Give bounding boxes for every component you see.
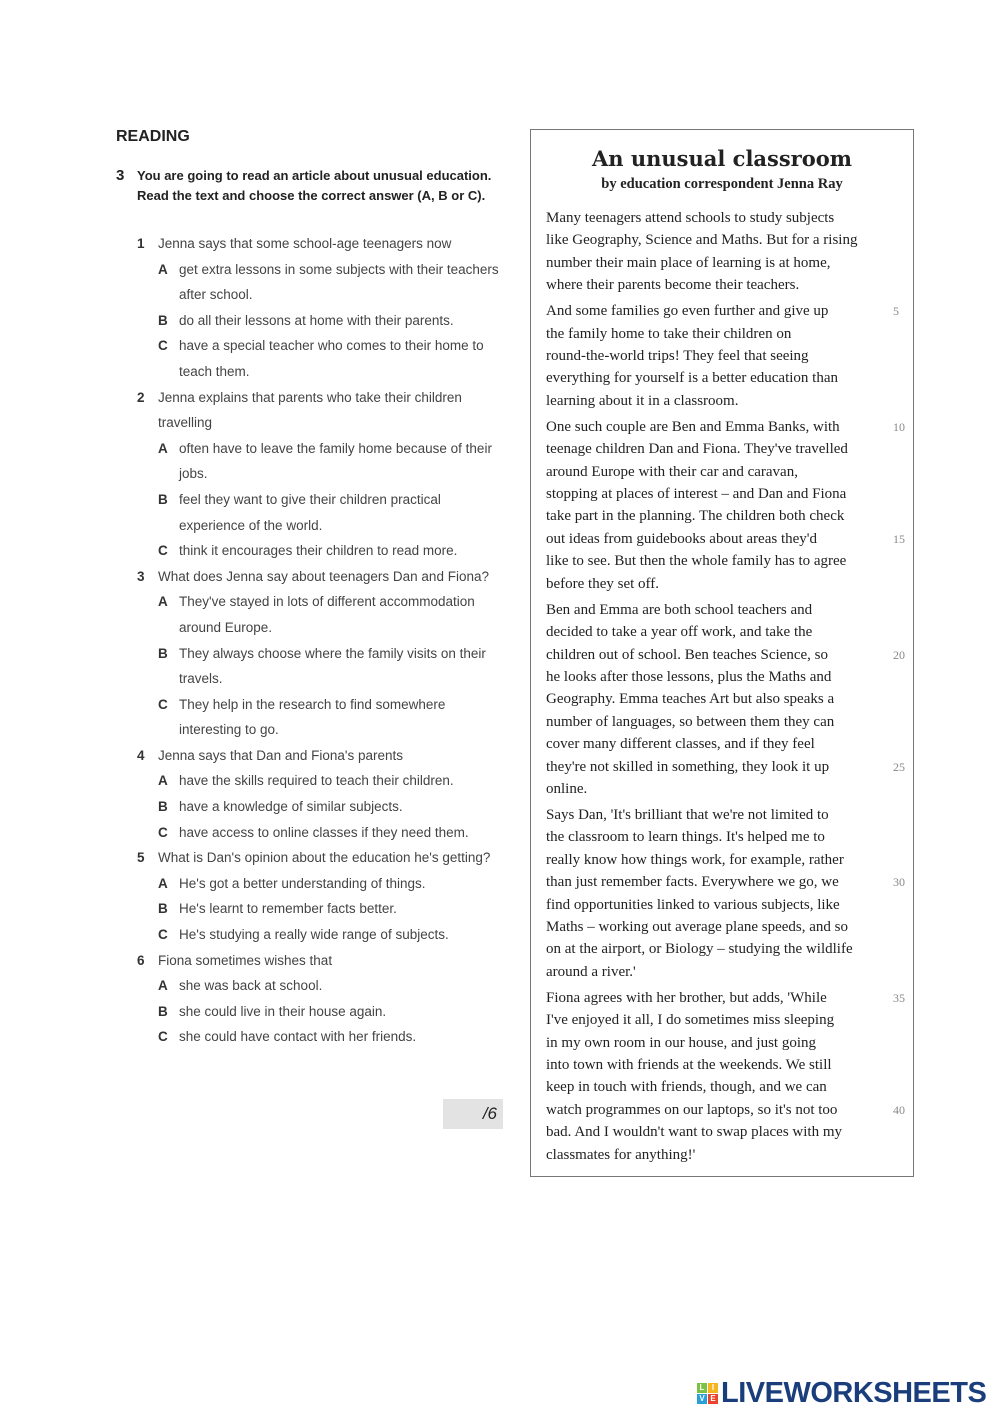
question-item bbox=[137, 743, 507, 845]
line-text: cover many different classes, and if they feel bbox=[546, 736, 815, 753]
line-text: he looks after those lessons, plus the Maths and bbox=[546, 668, 832, 685]
option-letter: C bbox=[158, 824, 168, 840]
article-paragraph bbox=[546, 987, 906, 1166]
article-paragraph bbox=[546, 207, 906, 297]
question-item bbox=[137, 564, 507, 743]
answer-option[interactable] bbox=[158, 257, 507, 308]
article-line bbox=[546, 528, 906, 550]
line-text: classmates for anything!' bbox=[546, 1146, 696, 1163]
option-letter: B bbox=[158, 645, 168, 661]
article-line bbox=[546, 987, 906, 1009]
option-text: often have to leave the family home because of their jobs. bbox=[179, 440, 492, 482]
option-letter: B bbox=[158, 491, 168, 507]
option-letter: A bbox=[158, 978, 168, 994]
question-item bbox=[137, 385, 507, 564]
article-line bbox=[546, 438, 906, 460]
question-item bbox=[137, 948, 507, 1050]
line-text: than just remember facts. Everywhere we go, we bbox=[546, 874, 839, 891]
option-text: have a special teacher who comes to their home to teach them. bbox=[179, 338, 484, 379]
task-number: 3 bbox=[116, 167, 125, 184]
line-text: teenage children Dan and Fiona. They've travelled bbox=[546, 441, 848, 458]
answer-option[interactable] bbox=[158, 820, 507, 846]
answer-option[interactable] bbox=[158, 333, 507, 384]
article-line bbox=[546, 688, 906, 710]
question-text: Jenna says that some school-age teenagers now bbox=[158, 236, 452, 251]
logo-cube-tile: E bbox=[708, 1394, 718, 1404]
answer-option[interactable] bbox=[158, 871, 507, 897]
line-text: out ideas from guidebooks about areas they'd bbox=[546, 530, 817, 547]
section-heading: READING bbox=[116, 128, 190, 145]
option-text: do all their lessons at home with their parents. bbox=[179, 312, 454, 328]
article-line bbox=[546, 274, 906, 296]
question-item bbox=[137, 845, 507, 947]
article-line bbox=[546, 550, 906, 572]
line-text: like to see. But then the whole family has to agree bbox=[546, 553, 847, 570]
line-text: number of languages, so between them they can bbox=[546, 713, 835, 730]
line-number: 10 bbox=[893, 419, 905, 434]
option-letter: A bbox=[158, 594, 168, 610]
option-letter: C bbox=[158, 543, 168, 559]
answer-option[interactable] bbox=[158, 896, 507, 922]
option-letter: C bbox=[158, 338, 168, 354]
line-number: 5 bbox=[893, 304, 899, 319]
article-line bbox=[546, 229, 906, 251]
article-line bbox=[546, 1099, 906, 1121]
article-byline: by education correspondent Jenna Ray bbox=[601, 176, 843, 192]
answer-option[interactable] bbox=[158, 589, 507, 640]
article-line bbox=[546, 483, 906, 505]
answer-option[interactable] bbox=[158, 538, 507, 564]
article-line bbox=[546, 894, 906, 916]
question-text: What does Jenna say about teenagers Dan and Fiona? bbox=[158, 568, 489, 584]
line-text: keep in touch with friends, though, and we can bbox=[546, 1079, 827, 1096]
article-line bbox=[546, 573, 906, 595]
answer-option[interactable] bbox=[158, 999, 507, 1025]
article-line bbox=[546, 778, 906, 800]
answer-option[interactable] bbox=[158, 436, 507, 487]
line-text: learning about it in a classroom. bbox=[546, 392, 739, 409]
answer-option[interactable] bbox=[158, 794, 507, 820]
article-line bbox=[546, 416, 906, 438]
line-text: bad. And I wouldn't want to swap places with my bbox=[546, 1124, 842, 1141]
option-text: have a knowledge of similar subjects. bbox=[179, 799, 403, 815]
line-number: 35 bbox=[893, 990, 905, 1005]
option-text: They help in the research to find somewhere interesting to go. bbox=[179, 696, 446, 738]
option-text: get extra lessons in some subjects with their teachers after school. bbox=[179, 261, 499, 303]
line-text: children out of school. Ben teaches Science, so bbox=[546, 646, 828, 663]
line-text: One such couple are Ben and Emma Banks, with bbox=[546, 418, 840, 435]
question-number: 5 bbox=[137, 850, 145, 866]
answer-option[interactable] bbox=[158, 308, 507, 334]
option-letter: A bbox=[158, 261, 168, 277]
article-paragraph bbox=[546, 416, 906, 595]
line-text: Ben and Emma are both school teachers and bbox=[546, 601, 813, 618]
line-number: 40 bbox=[893, 1102, 905, 1117]
article-line bbox=[546, 323, 906, 345]
option-text: have the skills required to teach their children. bbox=[179, 773, 454, 789]
line-text: around a river.' bbox=[546, 963, 636, 980]
line-text: everything for yourself is a better education than bbox=[546, 370, 838, 387]
line-text: really know how things work, for example, rather bbox=[546, 851, 844, 868]
question-item bbox=[137, 231, 507, 385]
article-line bbox=[546, 1076, 906, 1098]
article-line bbox=[546, 207, 906, 229]
option-text: she was back at school. bbox=[179, 978, 323, 994]
article-line bbox=[546, 826, 906, 848]
line-text: Says Dan, 'It's brilliant that we're not limited to bbox=[546, 806, 829, 823]
article-line bbox=[546, 711, 906, 733]
article-line bbox=[546, 1009, 906, 1031]
line-text: Geography. Emma teaches Art but also speaks a bbox=[546, 691, 835, 708]
article-line bbox=[546, 849, 906, 871]
answer-option[interactable] bbox=[158, 768, 507, 794]
logo-cube-icon bbox=[697, 1383, 718, 1404]
logo-cube-tile: I bbox=[708, 1383, 718, 1393]
line-text: they're not skilled in something, they look it up bbox=[546, 758, 830, 775]
question-list bbox=[137, 231, 507, 1050]
article-line bbox=[546, 367, 906, 389]
line-text: number their main place of learning is at home, bbox=[546, 254, 831, 271]
line-text: find opportunities linked to various subjects, like bbox=[546, 896, 840, 913]
option-letter: C bbox=[158, 927, 168, 943]
question-number: 4 bbox=[137, 747, 145, 763]
article-line bbox=[546, 252, 906, 274]
line-text: Maths – working out average plane speeds, and so bbox=[546, 918, 849, 935]
article-line bbox=[546, 938, 906, 960]
line-text: where their parents become their teachers. bbox=[546, 277, 800, 294]
line-text: Many teenagers attend schools to study subjects bbox=[546, 210, 835, 226]
option-letter: C bbox=[158, 1029, 168, 1045]
article-line bbox=[546, 505, 906, 527]
article-title: An unusual classroom bbox=[592, 146, 852, 171]
option-letter: B bbox=[158, 799, 168, 815]
question-text: Jenna says that Dan and Fiona's parents bbox=[158, 747, 403, 763]
option-text: have access to online classes if they need them. bbox=[179, 824, 469, 840]
line-text: round-the-world trips! They feel that seeing bbox=[546, 348, 809, 365]
line-text: online. bbox=[546, 780, 588, 797]
answer-option[interactable] bbox=[158, 973, 507, 999]
option-text: They've stayed in lots of different accommodation around Europe. bbox=[179, 594, 475, 635]
line-text: the classroom to learn things. It's helped me to bbox=[546, 829, 825, 846]
article-line bbox=[546, 916, 906, 938]
article-line bbox=[546, 1054, 906, 1076]
article-line bbox=[546, 345, 906, 367]
option-text: They always choose where the family visits on their travels. bbox=[179, 645, 486, 687]
line-text: on at the airport, or Biology – studying the wildlife bbox=[546, 941, 853, 958]
question-text: Fiona sometimes wishes that bbox=[158, 952, 333, 968]
article-line bbox=[546, 300, 906, 322]
article-box bbox=[530, 129, 914, 1177]
question-text: What is Dan's opinion about the education he's getting? bbox=[158, 850, 491, 866]
logo-cube-tile: L bbox=[697, 1383, 707, 1393]
article-paragraph bbox=[546, 300, 906, 412]
question-number: 1 bbox=[137, 236, 145, 251]
article-line bbox=[546, 756, 906, 778]
question-number: 6 bbox=[137, 952, 145, 968]
article-line bbox=[546, 599, 906, 621]
option-text: He's got a better understanding of things. bbox=[179, 875, 426, 891]
option-letter: B bbox=[158, 901, 168, 917]
article-line bbox=[546, 871, 906, 893]
article-line bbox=[546, 1144, 906, 1166]
answer-option[interactable] bbox=[158, 1024, 507, 1050]
answer-option[interactable] bbox=[158, 692, 507, 743]
option-text: He's learnt to remember facts better. bbox=[179, 901, 397, 917]
line-number: 15 bbox=[893, 531, 905, 546]
answer-option[interactable] bbox=[158, 487, 507, 538]
task-text: You are going to read an article about unusual education. Read the text and choose the correct answer (A, B or C). bbox=[137, 168, 492, 203]
article-line bbox=[546, 644, 906, 666]
line-text: like Geography, Science and Maths. But for a rising bbox=[546, 232, 858, 249]
option-text: she could have contact with her friends. bbox=[179, 1029, 417, 1045]
line-number: 25 bbox=[893, 759, 905, 774]
score-box: /6 bbox=[443, 1099, 503, 1129]
liveworksheets-logo bbox=[697, 1377, 986, 1410]
line-text: decided to take a year off work, and take the bbox=[546, 624, 813, 641]
line-text: into town with friends at the weekends. We still bbox=[546, 1057, 832, 1073]
line-text: in my own room in our house, and just going bbox=[546, 1034, 816, 1051]
option-text: feel they want to give their children practical experience of the world. bbox=[179, 491, 441, 533]
logo-cube-tile: V bbox=[697, 1394, 707, 1404]
question-number: 3 bbox=[137, 568, 145, 584]
question-number: 2 bbox=[137, 389, 145, 405]
article-line bbox=[546, 666, 906, 688]
line-text: the family home to take their children on bbox=[546, 325, 792, 342]
article-line bbox=[546, 461, 906, 483]
logo-text: LIVEWORKSHEETS bbox=[721, 1377, 987, 1409]
article-body bbox=[546, 207, 906, 1170]
option-letter: B bbox=[158, 312, 168, 328]
line-text: take part in the planning. The children both check bbox=[546, 508, 845, 525]
line-number: 20 bbox=[893, 647, 905, 662]
option-letter: C bbox=[158, 696, 168, 712]
article-line bbox=[546, 1032, 906, 1054]
option-letter: A bbox=[158, 773, 168, 789]
line-text: around Europe with their car and caravan, bbox=[546, 463, 798, 480]
line-text: before they set off. bbox=[546, 575, 660, 592]
article-line bbox=[546, 961, 906, 983]
answer-option[interactable] bbox=[158, 922, 507, 948]
article-line bbox=[546, 804, 906, 826]
article-line bbox=[546, 733, 906, 755]
option-letter: B bbox=[158, 1003, 168, 1019]
article-line bbox=[546, 390, 906, 412]
task-instructions bbox=[116, 166, 496, 206]
line-text: watch programmes on our laptops, so it's not too bbox=[546, 1101, 838, 1118]
question-text: Jenna explains that parents who take their children travelling bbox=[158, 389, 462, 431]
line-text: Fiona agrees with her brother, but adds, 'While bbox=[546, 989, 827, 1006]
line-text: stopping at places of interest – and Dan and Fiona bbox=[546, 486, 847, 503]
line-number: 30 bbox=[893, 875, 905, 890]
article-paragraph bbox=[546, 599, 906, 801]
answer-option[interactable] bbox=[158, 641, 507, 692]
option-letter: A bbox=[158, 440, 168, 456]
line-text: I've enjoyed it all, I do sometimes miss sleeping bbox=[546, 1012, 835, 1029]
article-line bbox=[546, 621, 906, 643]
option-text: think it encourages their children to read more. bbox=[179, 543, 458, 559]
article-line bbox=[546, 1121, 906, 1143]
article-paragraph bbox=[546, 804, 906, 983]
line-text: And some families go even further and give up bbox=[546, 303, 829, 320]
option-letter: A bbox=[158, 875, 168, 891]
option-text: He's studying a really wide range of subjects. bbox=[179, 927, 449, 943]
option-text: she could live in their house again. bbox=[179, 1003, 387, 1019]
